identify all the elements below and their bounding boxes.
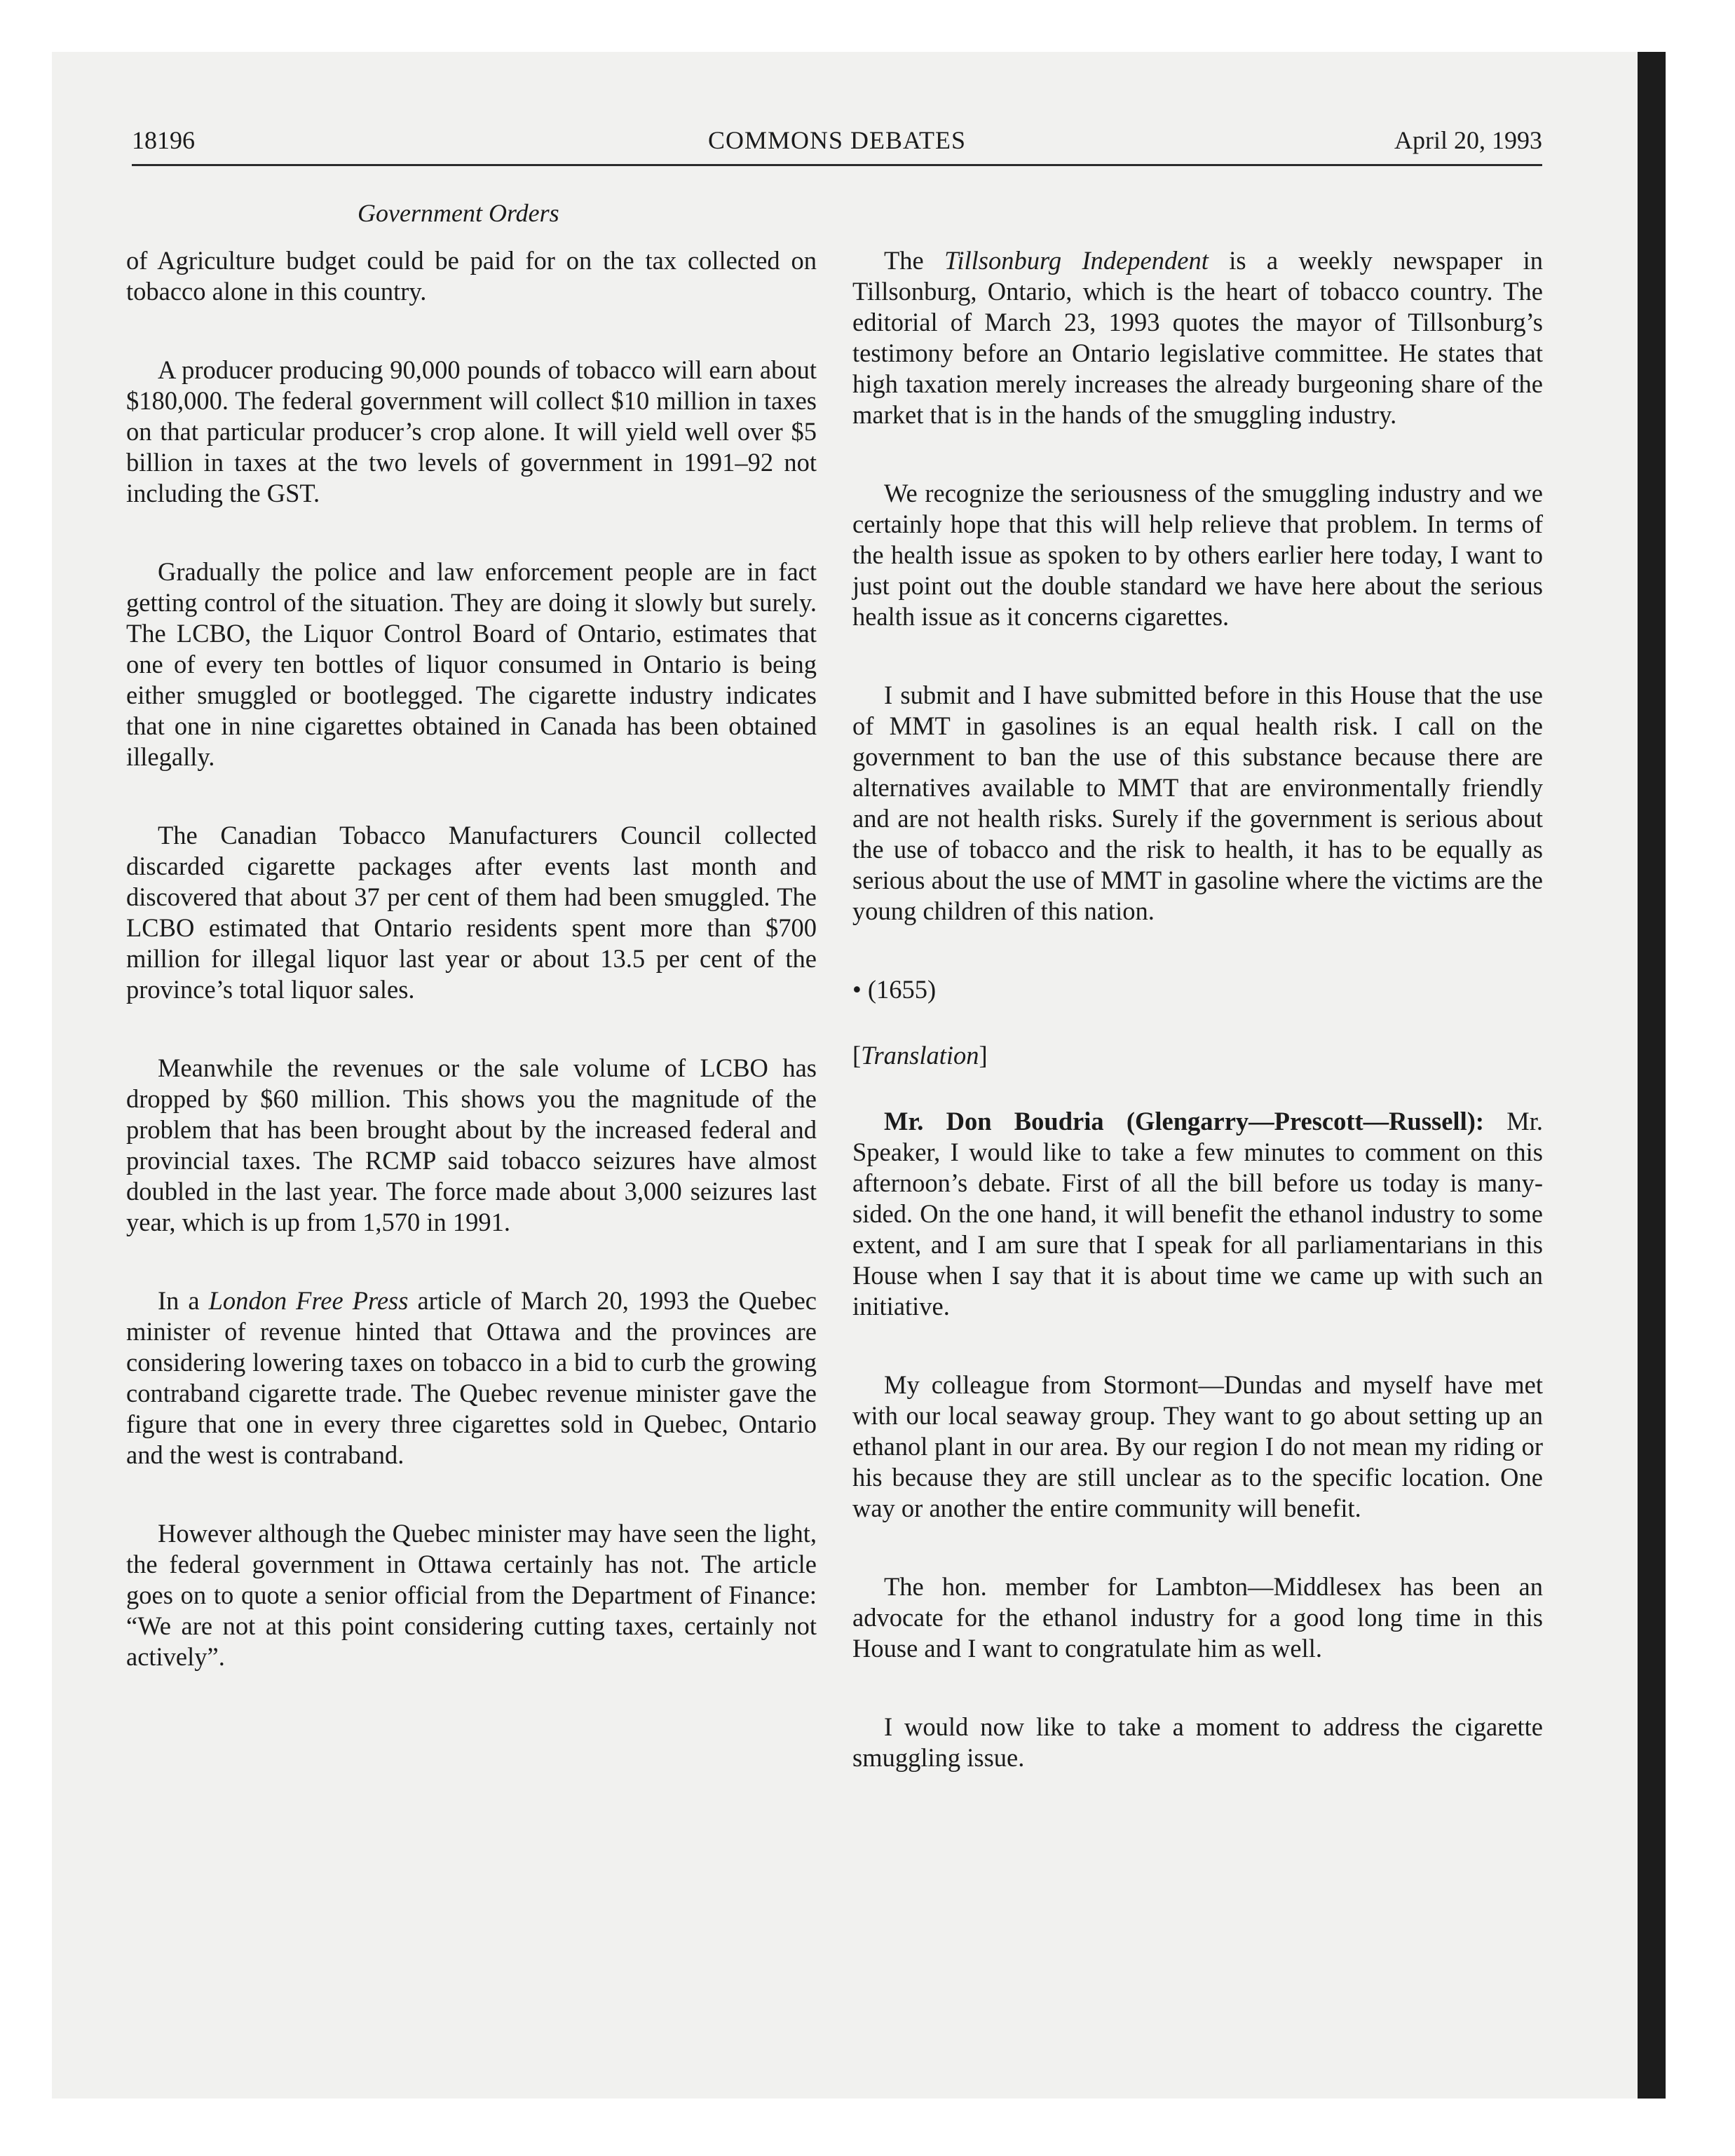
paragraph [852,1106,1543,1322]
bracket-open: [ [852,1041,862,1070]
translation-label: Translation [861,1041,979,1070]
newspaper-title: London Free Press [208,1286,409,1315]
publication-title: COMMONS DEBATES [707,126,967,154]
paragraph: The Canadian Tobacco Manufacturers Council collected discarded cigarette packages after events last month and discovered that about 37 per cent of them had been smuggled. The LCBO estimated that Ontario residents spent more than $700 million for illegal liquor last year or about 13.5 per cent of the province’s total liquor sales. [126,821,817,1004]
paragraph: My colleague from Stormont—Dundas and myself have met with our local seaway group. They want to go about setting up an ethanol plant in our area. By our region I do not mean my riding or his because they are still unclear as to the specific location. One way or another the entire community will benefit. [852,1370,1543,1522]
bracket-close: ] [979,1041,988,1070]
paragraph: Gradually the police and law enforcement people are in fact getting control of the situation. They are doing it slowly but surely. The LCBO, the Liquor Control Board of Ontario, estimates that one of every ten bottles of liquor consumed in Ontario is being either smuggled or bootlegged. The cigarette industry indicates that one in nine cigarettes obtained in Canada has been obtained illegally. [126,557,817,771]
page-date: April 20, 1993 [1394,126,1542,154]
right-column [852,245,1543,1821]
paragraph: I would now like to take a moment to address the cigarette smuggling issue. [852,1712,1543,1772]
paragraph: However although the Quebec minister may have seen the light, the federal government in Ottawa certainly has not. The article goes on to quote a senior official from the Department of Finance: “We are not at this point considering cutting taxes, certainly not actively”. [126,1519,817,1671]
paragraph: A producer producing 90,000 pounds of tobacco will earn about $180,000. The federal government will collect $10 million in taxes on that particular producer’s crop alone. It will yield well over $5 billion in taxes at the two levels of government in 1991–92 not including the GST. [126,355,817,507]
paragraph [852,245,1543,430]
left-column [126,245,817,1720]
paragraph: The hon. member for Lambton—Middlesex has been an advocate for the ethanol industry for a good long time in this House and I want to congratulate him as well. [852,1572,1543,1663]
paragraph-text: is a weekly newspaper in Tillsonburg, Ontario, which is the heart of tobacco country. The editorial of March 23, 1993 quotes the mayor of Tillsonburg’s testimony before an Ontario legislative committee. He states that high taxation merely increases the already burgeoning share of the market that is in the hands of the smuggling industry. [852,246,1543,429]
paragraph: of Agriculture budget could be paid for on the tax collected on tobacco alone in this country. [126,246,817,306]
paragraph-text: Mr. Speaker, I would like to take a few minutes to comment on this afternoon’s debate. First of all the bill before us today is many-sided. On the one hand, it will benefit the ethanol industry to some extent, and I am sure that I speak for all parliamentarians in this House when I say that it is about time we came up with such an initiative. [852,1107,1543,1321]
translation-marker [852,1040,1543,1071]
paragraph: We recognize the seriousness of the smuggling industry and we certainly hope that this will help relieve that problem. In terms of the health issue as spoken to by others earlier here today, I want to just point out the double standard we have here about the serious health issue as it concerns cigarettes. [852,479,1543,631]
newspaper-title: Tillsonburg Independent [944,246,1209,275]
paragraph-text: In a [158,1286,209,1315]
page-header [132,125,1542,167]
paragraph: I submit and I have submitted before in this House that the use of MMT in gasolines is an equal health risk. I call on the government to ban the use of this substance because there are alternatives available to MMT that are environmentally friendly and are not health risks. Surely if the government is serious about the use of tobacco and the risk to health, it has to be equally as serious about the use of MMT in gasoline where the victims are the young children of this nation. [852,681,1543,925]
section-title: Government Orders [358,199,559,227]
page-number: 18196 [132,126,195,154]
paragraph-text: The [884,246,945,275]
speaker-name: Mr. Don Boudria (Glengarry—Prescott—Russell): [884,1107,1485,1135]
time-marker: • (1655) [852,975,937,1004]
paragraph-text: article of March 20, 1993 the Quebec minister of revenue hinted that Ottawa and the provinces are considering lowering taxes on tobacco in a bid to curb the growing contraband cigarette trade. The Quebec revenue minister gave the figure that one in every three cigarettes sold in Quebec, Ontario and the west is contraband. [126,1286,817,1469]
paragraph: Meanwhile the revenues or the sale volume of LCBO has dropped by $60 million. This shows you the magnitude of the problem that has been brought about by the increased federal and provincial taxes. The RCMP said tobacco seizures have almost doubled in the last year. The force made about 3,000 seizures last year, which is up from 1,570 in 1991. [126,1053,817,1236]
scan-edge-shadow [1638,52,1666,2099]
header-rule [132,164,1542,166]
paragraph [126,1285,817,1471]
